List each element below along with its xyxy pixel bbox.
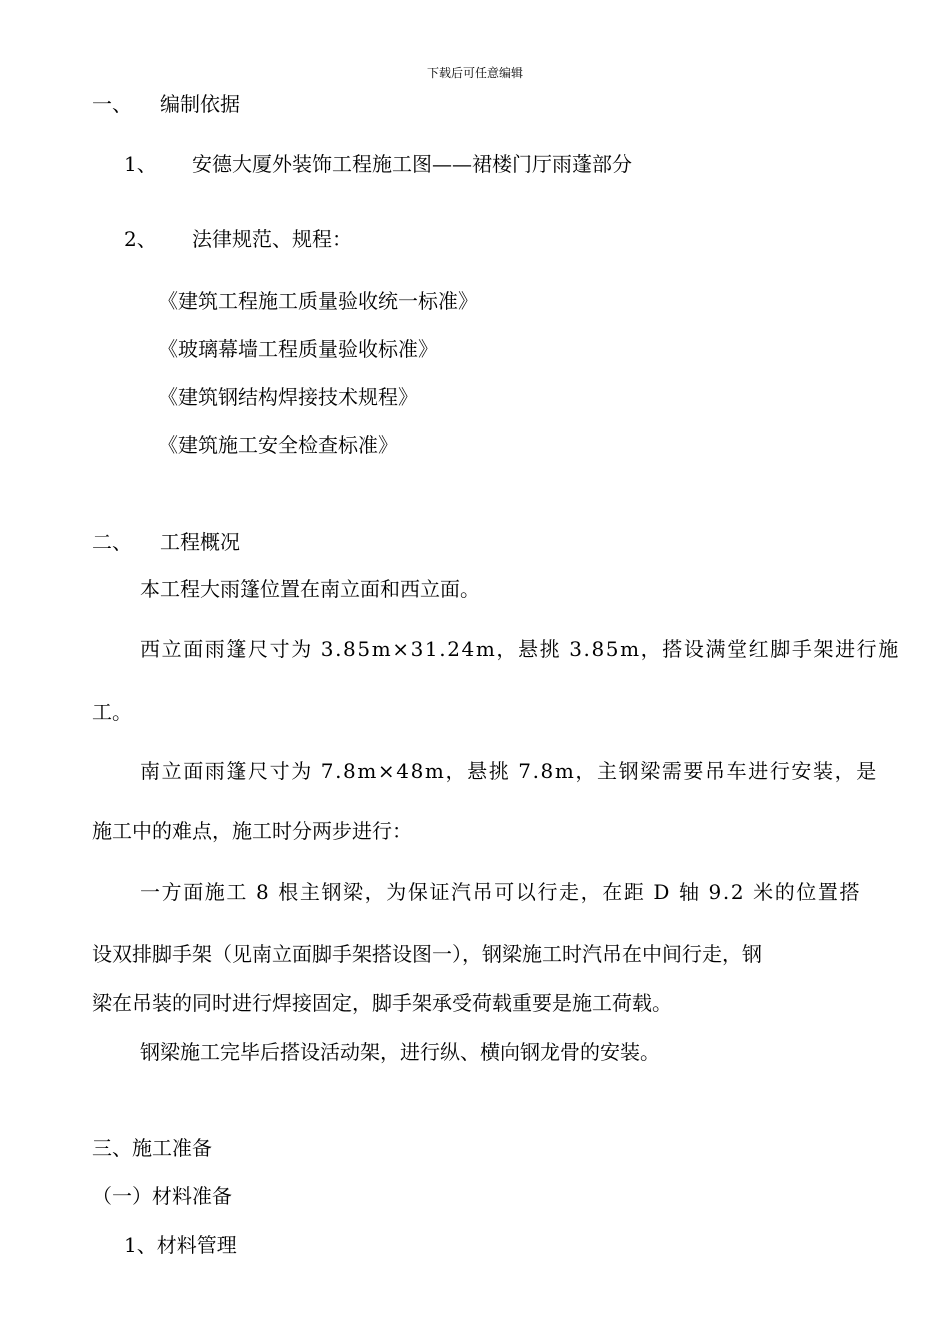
standard-item: 《建筑施工安全检查标准》 xyxy=(158,433,398,457)
body-line: 西立面雨篷尺寸为 3.85m×31.24m，悬挑 3.85m，搭设满堂红脚手架进行施 xyxy=(140,637,900,661)
section-1-number: 一、 xyxy=(92,92,132,116)
body-line: 本工程大雨篷位置在南立面和西立面。 xyxy=(140,577,480,601)
body-line: 设双排脚手架（见南立面脚手架搭设图一），钢梁施工时汽吊在中间行走，钢 xyxy=(92,942,762,966)
item-2-text: 法律规范、规程： xyxy=(192,227,352,251)
item-1-text: 安德大厦外装饰工程施工图——裙楼门厅雨蓬部分 xyxy=(192,152,632,176)
standard-item: 《玻璃幕墙工程质量验收标准》 xyxy=(158,337,438,361)
section-2-number: 二、 xyxy=(92,530,132,554)
standard-item: 《建筑钢结构焊接技术规程》 xyxy=(158,385,418,409)
body-line: 梁在吊装的同时进行焊接固定，脚手架承受荷载重要是施工荷载。 xyxy=(92,991,672,1015)
body-line: 一方面施工 8 根主钢梁，为保证汽吊可以行走，在距 D 轴 9.2 米的位置搭 xyxy=(140,880,862,904)
page-header-note: 下载后可任意编辑 xyxy=(426,66,523,80)
standard-item: 《建筑工程施工质量验收统一标准》 xyxy=(158,289,478,313)
item-1-number: 1、 xyxy=(124,152,157,176)
section-3-heading: 三、施工准备 xyxy=(92,1136,212,1160)
body-line: 施工中的难点，施工时分两步进行： xyxy=(92,819,412,843)
body-line: 钢梁施工完毕后搭设活动架，进行纵、横向钢龙骨的安装。 xyxy=(140,1040,660,1064)
body-line: 南立面雨篷尺寸为 7.8m×48m，悬挑 7.8m，主钢梁需要吊车进行安装，是 xyxy=(140,759,878,783)
item-2-number: 2、 xyxy=(124,227,157,251)
body-line: 工。 xyxy=(92,700,132,724)
section-2-title: 工程概况 xyxy=(160,530,240,554)
section-1-title: 编制依据 xyxy=(160,92,240,116)
section-3-subheading: （一）材料准备 xyxy=(92,1184,232,1208)
section-3-item-1: 1、材料管理 xyxy=(124,1233,237,1257)
